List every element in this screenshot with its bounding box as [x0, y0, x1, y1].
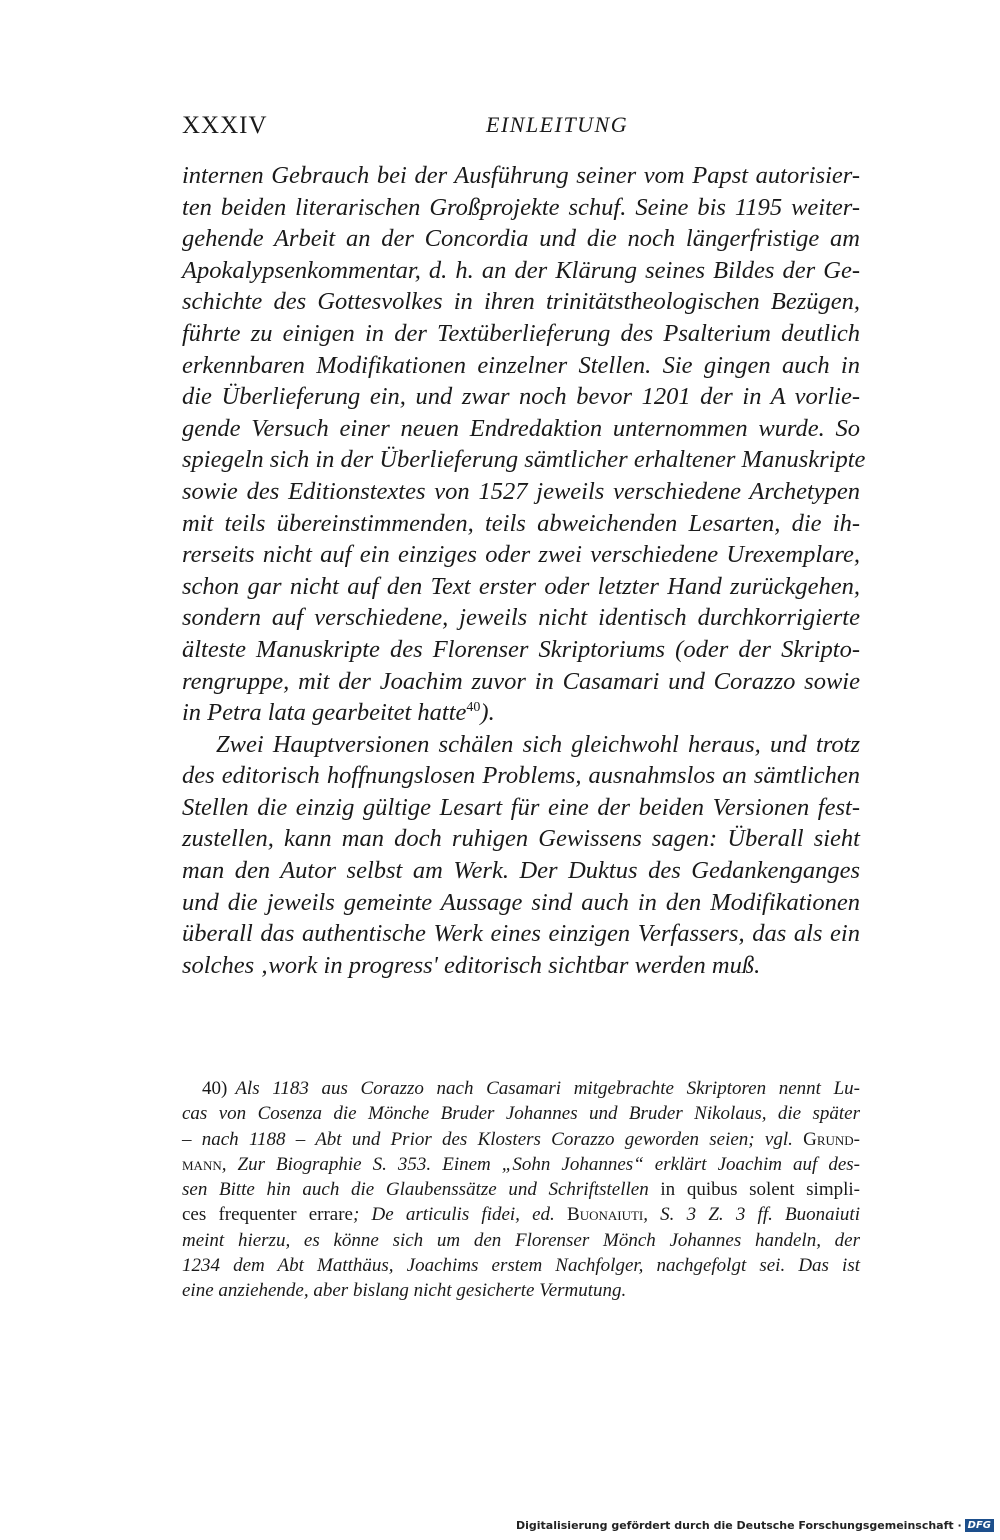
- text-line: des editorisch hoffnungslosen Problems, ausnahmslos an sämtlichen: [182, 762, 860, 790]
- text-line: schichte des Gottesvolkes in ihren trinitätstheologischen Bezügen,: [182, 288, 860, 316]
- footnote-number: 40): [202, 1078, 228, 1099]
- text-line: internen Gebrauch bei der Ausführung seiner vom Papst autorisier-: [182, 162, 860, 189]
- footnote-line: ces frequenter errare; De articulis fidei, ed. Buonaiuti, S. 3 Z. 3 ff. Buonaiuti: [182, 1204, 860, 1226]
- text-line: sowie des Editionstextes von 1527 jeweils verschiedene Archetypen: [182, 477, 860, 505]
- footnote-line: cas von Cosenza die Mönche Bruder Johannes und Bruder Nikolaus, die später: [182, 1103, 860, 1125]
- footnote-line: sen Bitte hin auch die Glaubenssätze und Schriftstellen in quibus solent simpli-: [182, 1179, 860, 1201]
- author-name: mann: [182, 1153, 222, 1175]
- author-name: Buonaiuti: [567, 1204, 644, 1226]
- paragraph-2: [182, 729, 860, 950]
- running-head: [182, 112, 860, 144]
- text-line: die Überlieferung ein, und zwar noch bevor 1201 der in A vorlie-: [182, 383, 860, 411]
- digitization-credit: [516, 1514, 994, 1536]
- footnote-line: meint hierzu, es könne sich um den Florenser Mönch Johannes handeln, der: [182, 1229, 860, 1251]
- dfg-logo: DFG: [965, 1519, 994, 1532]
- running-title: EINLEITUNG: [486, 112, 629, 137]
- paragraph-2-last-line: solches ‚work in progress' editorisch sichtbar werden muß.: [182, 951, 761, 979]
- text-line: ten beiden literarischen Großprojekte schuf. Seine bis 1195 weiter-: [182, 193, 860, 221]
- author-name: Grund-: [803, 1128, 861, 1150]
- main-text: [182, 160, 866, 981]
- text-line: Stellen die einzig gültige Lesart für eine der beiden Versionen fest-: [182, 793, 860, 821]
- text-line: rengruppe, mit der Joachim zuvor in Casamari und Corazzo sowie: [182, 667, 860, 695]
- text-line: älteste Manuskripte des Florenser Skriptoriums (oder der Skripto-: [182, 635, 860, 663]
- footnote-line: mann, Zur Biographie S. 353. Einem „Sohn Johannes“ erklärt Joachim auf des-: [182, 1153, 860, 1175]
- footnote-line: – nach 1188 – Abt und Prior des Klosters Corazzo geworden seien; vgl. Grund-: [182, 1128, 861, 1150]
- paragraph-1-last-line: in Petra lata gearbeitet hatte$^{40}$).: [182, 699, 495, 727]
- text-line: sondern auf verschiedene, jeweils nicht identisch durchkorrigierte: [182, 604, 860, 632]
- text-line: mit teils übereinstimmenden, teils abweichenden Lesarten, die ih-: [182, 509, 860, 537]
- text-line: Apokalypsenkommentar, d. h. an der Klärung seines Bildes der Ge-: [182, 256, 860, 284]
- footnote-line: 1234 dem Abt Matthäus, Joachims erstem Nachfolger, nachgefolgt sei. Das ist: [182, 1255, 860, 1277]
- text-line: gehende Arbeit an der Concordia und die noch längerfristige am: [182, 225, 860, 253]
- text-line: spiegeln sich in der Überlieferung sämtlicher erhaltener Manuskripte: [182, 446, 866, 474]
- page-number: XXXIV: [182, 112, 268, 139]
- latin-quote: ces frequenter errare: [182, 1204, 353, 1226]
- footnote-line: 40) Als 1183 aus Corazzo nach Casamari mitgebrachte Skriptoren nennt Lu-: [182, 1076, 860, 1101]
- latin-quote: in quibus solent simpli-: [660, 1179, 860, 1201]
- text-line: gende Versuch einer neuen Endredaktion unternommen wurde. So: [182, 414, 860, 442]
- text-line: überall das authentische Werk eines einzigen Verfassers, das als ein: [182, 920, 860, 948]
- text-line: man den Autor selbst am Werk. Der Duktus des Gedankenganges: [182, 857, 860, 885]
- text-line: und die jeweils gemeinte Aussage sind auch in den Modifikationen: [182, 888, 860, 916]
- footnote-line: eine anziehende, aber bislang nicht gesicherte Vermutung.: [182, 1280, 627, 1302]
- footnote-ref-40[interactable]: 40: [466, 700, 481, 716]
- credit-text: Digitalisierung gefördert durch die Deutsche Forschungsgemeinschaft ·: [515, 1518, 962, 1532]
- text-line: rerseits nicht auf ein einziges oder zwei verschiedene Urexemplare,: [182, 541, 860, 569]
- text-line: schon gar nicht auf den Text erster oder letzter Hand zurückgehen,: [182, 572, 860, 600]
- text-line: Zwei Hauptversionen schälen sich gleichwohl heraus, und trotz: [216, 730, 860, 758]
- text-line: erkennbaren Modifikationen einzelner Stellen. Sie gingen auch in: [182, 351, 860, 379]
- footnote-40: [182, 1076, 860, 1304]
- text-line: zustellen, kann man doch ruhigen Gewissens sagen: Überall sieht: [182, 825, 860, 853]
- paragraph-1: [182, 160, 866, 697]
- text-line: führte zu einigen in der Textüberlieferung des Psalterium deutlich: [182, 319, 860, 347]
